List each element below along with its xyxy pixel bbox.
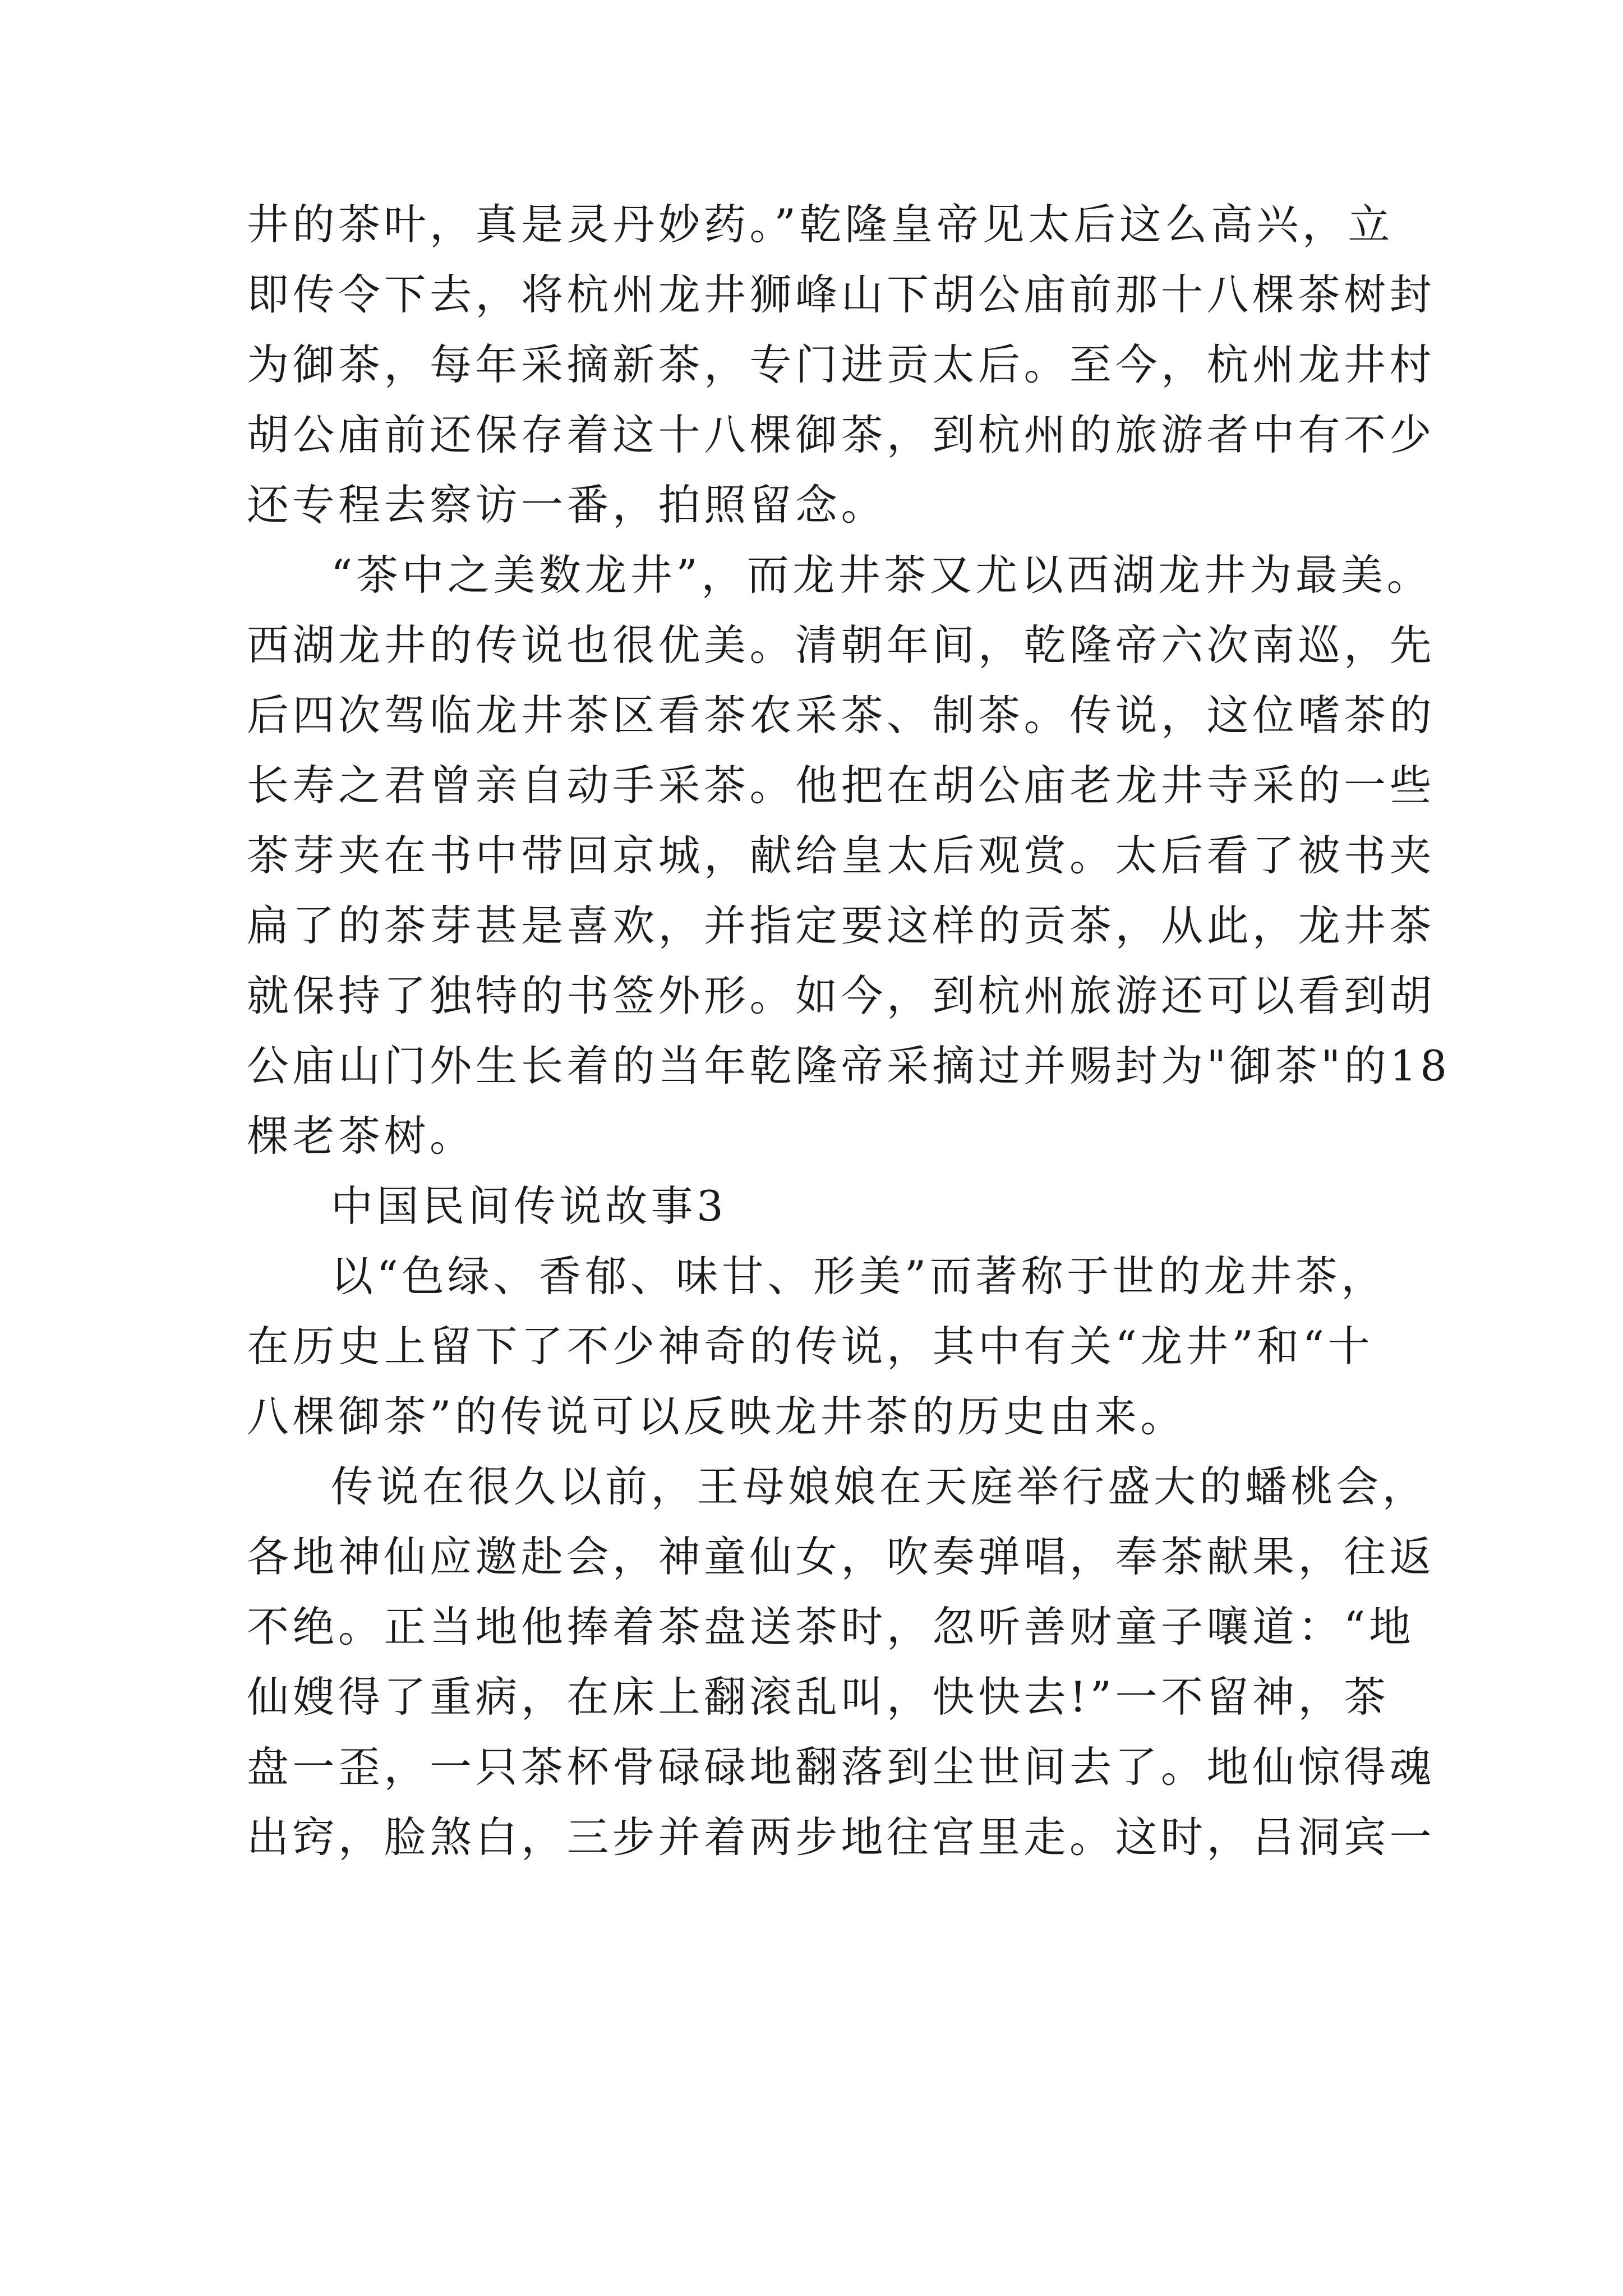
text-line: 为御茶，每年采摘新茶，专门进贡太后。至今，杭州龙井村	[247, 340, 1436, 389]
text-line: 八棵御茶”的传说可以反映龙井茶的历史由来。	[247, 1392, 1186, 1441]
text-line: 还专程去察访一番，拍照留念。	[247, 480, 887, 530]
paragraph-start: 以“色绿、香郁、味甘、形美”而著称于世的龙井茶，	[331, 1251, 1387, 1301]
text-line: 长寿之君曾亲自动手采茶。他把在胡公庙老龙井寺采的一些	[247, 761, 1436, 810]
text-line: 公庙山门外生长着的当年乾隆帝采摘过并赐封为"御茶"的18	[247, 1041, 1451, 1091]
text-line: 在历史上留下了不少神奇的传说，其中有关“龙井”和“十	[247, 1322, 1374, 1371]
text-line: 后四次驾临龙井茶区看茶农采茶、制茶。传说，这位嗜茶的	[247, 691, 1436, 740]
text-line: 仙嫂得了重病，在床上翻滚乱叫，快快去!”一不留神，茶	[247, 1672, 1390, 1722]
paragraph-start: 传说在很久以前，王母娘娘在天庭举行盛大的蟠桃会，	[331, 1462, 1428, 1511]
text-line: 不绝。正当地他捧着茶盘送茶时，忽听善财童子嚷道：“地	[247, 1602, 1415, 1651]
text-line: 扁了的茶芽甚是喜欢，并指定要这样的贡茶，从此，龙井茶	[247, 901, 1436, 950]
text-line: 盘一歪，一只茶杯骨碌碌地翻落到尘世间去了。地仙惊得魂	[247, 1742, 1436, 1792]
section-heading: 中国民间传说故事3	[331, 1181, 727, 1231]
text-line: 井的茶叶，真是灵丹妙药。”乾隆皇帝见太后这么高兴，立	[247, 200, 1394, 249]
text-line: 茶芽夹在书中带回京城，献给皇太后观赏。太后看了被书夹	[247, 831, 1436, 880]
text-line: 西湖龙井的传说也很优美。清朝年间，乾隆帝六次南巡，先	[247, 620, 1436, 670]
text-line: 出窍，脸煞白，三步并着两步地往宫里走。这时，吕洞宾一	[247, 1812, 1436, 1862]
text-line: 胡公庙前还保存着这十八棵御茶，到杭州的旅游者中有不少	[247, 410, 1436, 459]
paragraph-start: “茶中之美数龙井”，而龙井茶又尤以西湖龙井为最美。	[331, 550, 1433, 600]
text-line: 就保持了独特的书签外形。如今，到杭州旅游还可以看到胡	[247, 971, 1436, 1020]
text-line: 各地神仙应邀赴会，神童仙女，吹奏弹唱，奉茶献果，往返	[247, 1532, 1436, 1581]
text-line: 即传令下去，将杭州龙井狮峰山下胡公庙前那十八棵茶树封	[247, 270, 1436, 319]
text-line: 棵老茶树。	[247, 1111, 476, 1161]
